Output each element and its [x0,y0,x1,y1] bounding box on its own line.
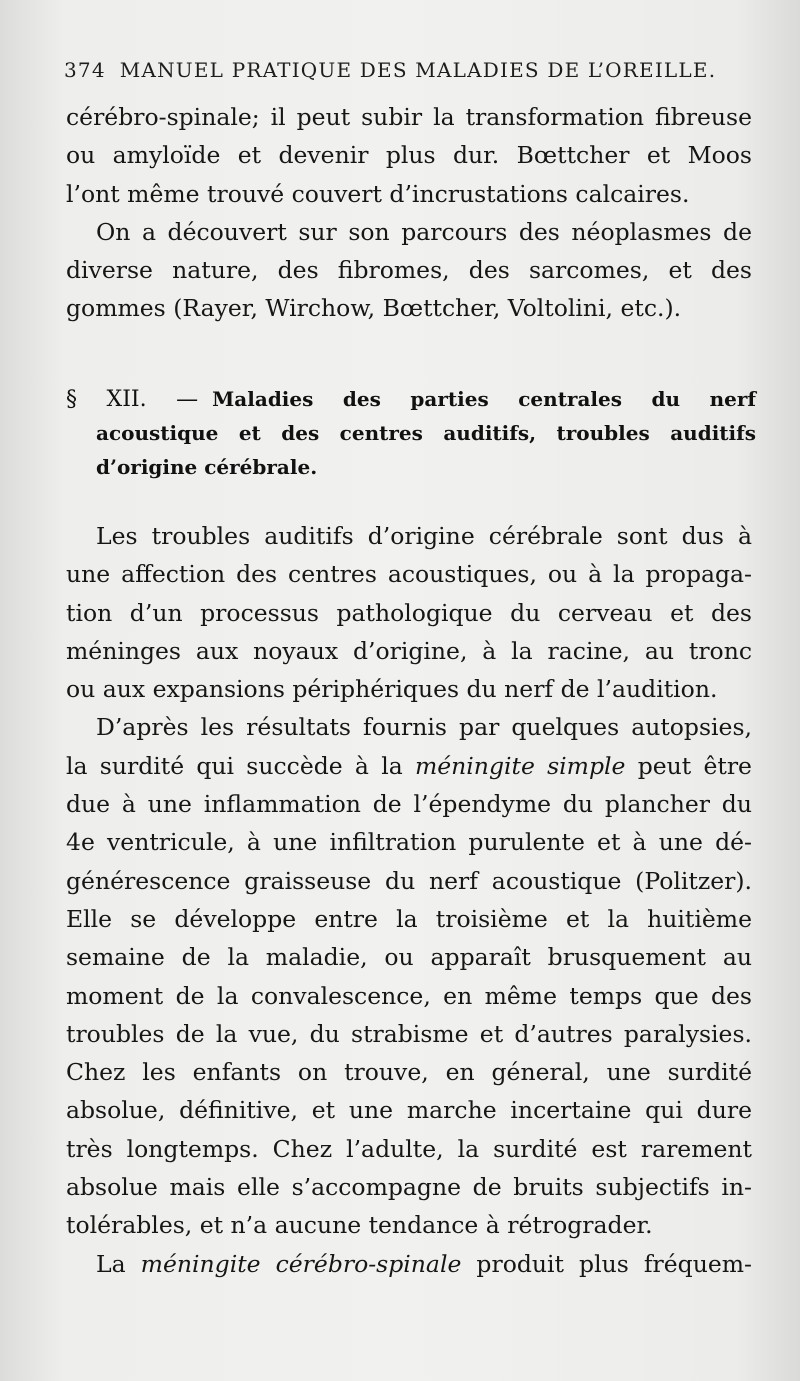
text-line: tion d’un processus pathologique du cerveau et des [66,598,752,627]
running-title: MANUEL PRATIQUE DES MALADIES DE L’OREILLE. [119,58,717,82]
text-line [66,1245,752,1283]
text-line: absolue mais elle s’accompagne de bruits subjectifs in- [66,1173,752,1202]
text-line: 4e ventricule, à une infiltration purulente et à une dé- [66,828,752,857]
text-line: absolue, définitive, et une marche incertaine qui dure [66,1096,752,1125]
italic-term: méningite simple [414,751,626,780]
text-line: moment de la convalescence, en même temps que des [66,981,752,1010]
text-line: Elle se développe entre la troisième et la huitième [66,904,752,933]
text-line: gommes (Rayer, Wirchow, Bœttcher, Voltolini, etc.). [66,294,682,323]
text-line: tolérables, et n’a aucune tendance à rétrograder. [66,1211,653,1240]
text-line: générescence graisseuse du nerf acoustique (Politzer). [66,866,752,895]
text-line: ou aux expansions périphériques du nerf de l’audition. [66,675,718,704]
text-line: diverse nature, des fibromes, des sarcomes, et des [66,256,752,285]
top-paragraphs [66,98,752,328]
body-text [66,517,752,1283]
text-line: semaine de la maladie, ou apparaît brusquement au [66,943,752,972]
heading-line: acoustique et des centres auditifs, troubles auditifs [96,421,756,445]
text-line: très longtemps. Chez l’adulte, la surdité est rarement [66,1134,752,1163]
section-heading [66,382,756,484]
text-line: On a découvert sur son parcours des néoplasmes de [96,217,752,246]
running-head [64,58,744,82]
text-run: La [96,1249,126,1278]
text-line: ou amyloïde et devenir plus dur. Bœttcher et Moos [66,141,752,170]
text-line: méninges aux noyaux d’origine, à la racine, au tronc [66,636,752,665]
heading-line [66,382,756,416]
text-line: Les troubles auditifs d’origine cérébrale sont dus à [96,522,752,550]
text-line: l’ont même trouvé couvert d’incrustations calcaires. [66,179,690,208]
page-number: 374 [64,58,106,82]
text-line [66,747,752,785]
text-run: produit plus fréquem- [476,1249,752,1278]
section-number: § XII. — [66,387,199,412]
text-run: peut être [637,751,752,780]
text-line: une affection des centres acoustiques, ou à la propaga- [66,560,752,589]
italic-term: méningite cérébro-spinale [140,1249,462,1278]
text-run: la surdité qui succède à la [66,751,403,780]
text-line: due à une inflammation de l’épendyme du plancher du [66,790,752,819]
text-line: troubles de la vue, du strabisme et d’autres paralysies. [66,1019,752,1048]
text-line: Chez les enfants on trouve, en géneral, une surdité [66,1058,752,1087]
text-line: D’après les résultats fournis par quelques autopsies, [96,713,752,742]
text-line: cérébro-spinale; il peut subir la transformation fibreuse [66,103,752,131]
heading-line: d’origine cérébrale. [96,455,318,479]
heading-text: Maladies des parties centrales du nerf [212,387,757,411]
